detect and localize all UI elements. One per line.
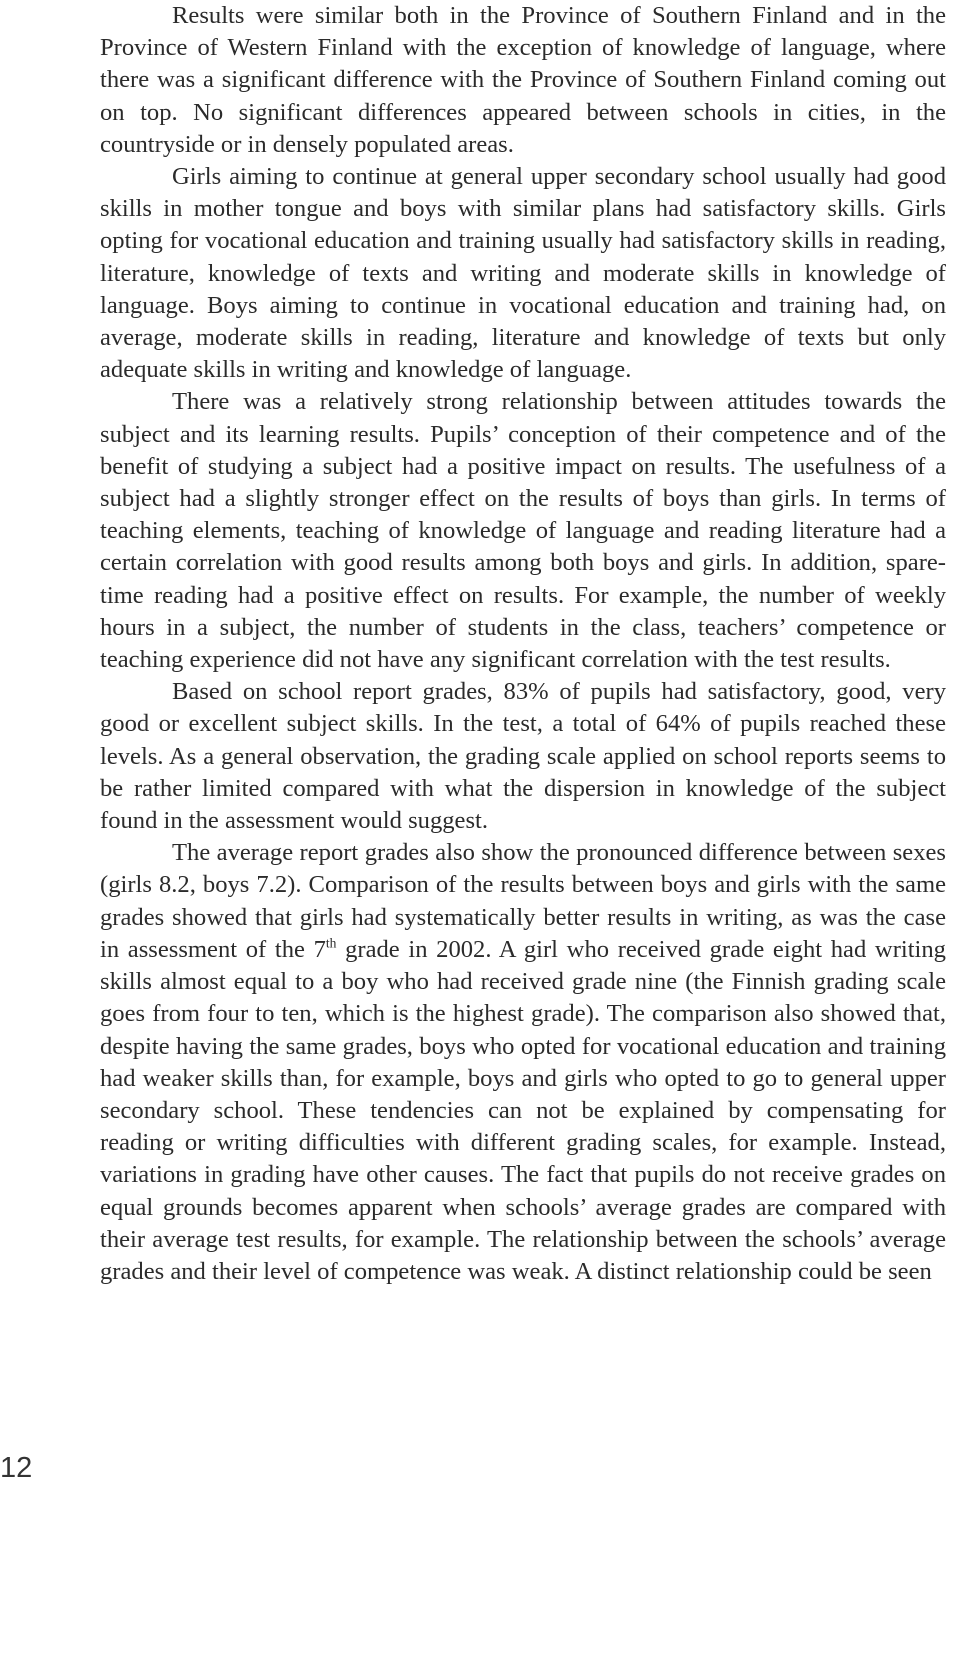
paragraph-5: [100, 837, 946, 1288]
paragraph-5-text-end: grade in 2002. A girl who received grade eight had writing skills almost equal to a boy who had received grade nine (the Finnish grading scale goes from four to ten, which is the highest grade). The comparison also showed that, despite having the same grades, boys who opted for vocational education and training had weaker skills than, for example, boys and girls who opted to go to general upper secondary school. These tendencies can not be explained by compensating for reading or writing difficulties with different grading scales, for example. Instead, variations in grading have other causes. The fact that pupils do not receive grades on equal grounds becomes apparent when schools’ average grades are compared with their average test results, for example. The relationship between the schools’ average grades and their level of competence was weak. A distinct relationship could be seen: [100, 935, 946, 1285]
paragraph-3: There was a relatively strong relationship between attitudes towards the subject and its learning results. Pupils’ conception of their competence and of the benefit of studying a subject had a positive impact on results. The usefulness of a subject had a slightly stronger effect on the results of boys than girls. In terms of teaching elements, teaching of knowledge of language and reading literature had a certain correlation with good results among both boys and girls. In addition, spare-time reading had a positive effect on results. For example, the number of weekly hours in a subject, the number of students in the class, teachers’ competence or teaching experience did not have any significant correlation with the test results.: [100, 388, 946, 674]
paragraph-5-text-start: The average report grades also show the pronounced difference between sexes (girls 8.2, boys 7.2). Comparison of the results between boys and girls with the same grades showed that girls had systematically better results in writing, as was the case in assessment of the 7: [100, 839, 946, 963]
body-text: [100, 0, 946, 1288]
paragraph-1: Results were similar both in the Province of Southern Finland and in the Province of Western Finland with the exception of knowledge of language, where there was a significant difference with the Province of Southern Finland coming out on top. No significant differences appeared between schools in cities, in the countryside or in densely populated areas.: [100, 2, 946, 158]
paragraph-4: Based on school report grades, 83% of pupils had satisfactory, good, very good or excellent subject skills. In the test, a total of 64% of pupils reached these levels. As a general observation, the grading scale applied on school reports seems to be rather limited compared with what the dispersion in knowledge of the subject found in the assessment would suggest.: [100, 678, 946, 835]
paragraph-2: Girls aiming to continue at general upper secondary school usually had good skills in mother tongue and boys with similar plans had satisfactory skills. Girls opting for vocational education and training usually had satisfactory skills in reading, literature, knowledge of texts and writing and moderate skills in knowledge of language. Boys aiming to continue in vocational education and training had, on average, moderate skills in reading, literature and knowledge of texts but only adequate skills in writing and knowledge of language.: [100, 163, 946, 384]
ordinal-superscript: th: [325, 935, 337, 951]
page-number: 12: [0, 1452, 33, 1484]
